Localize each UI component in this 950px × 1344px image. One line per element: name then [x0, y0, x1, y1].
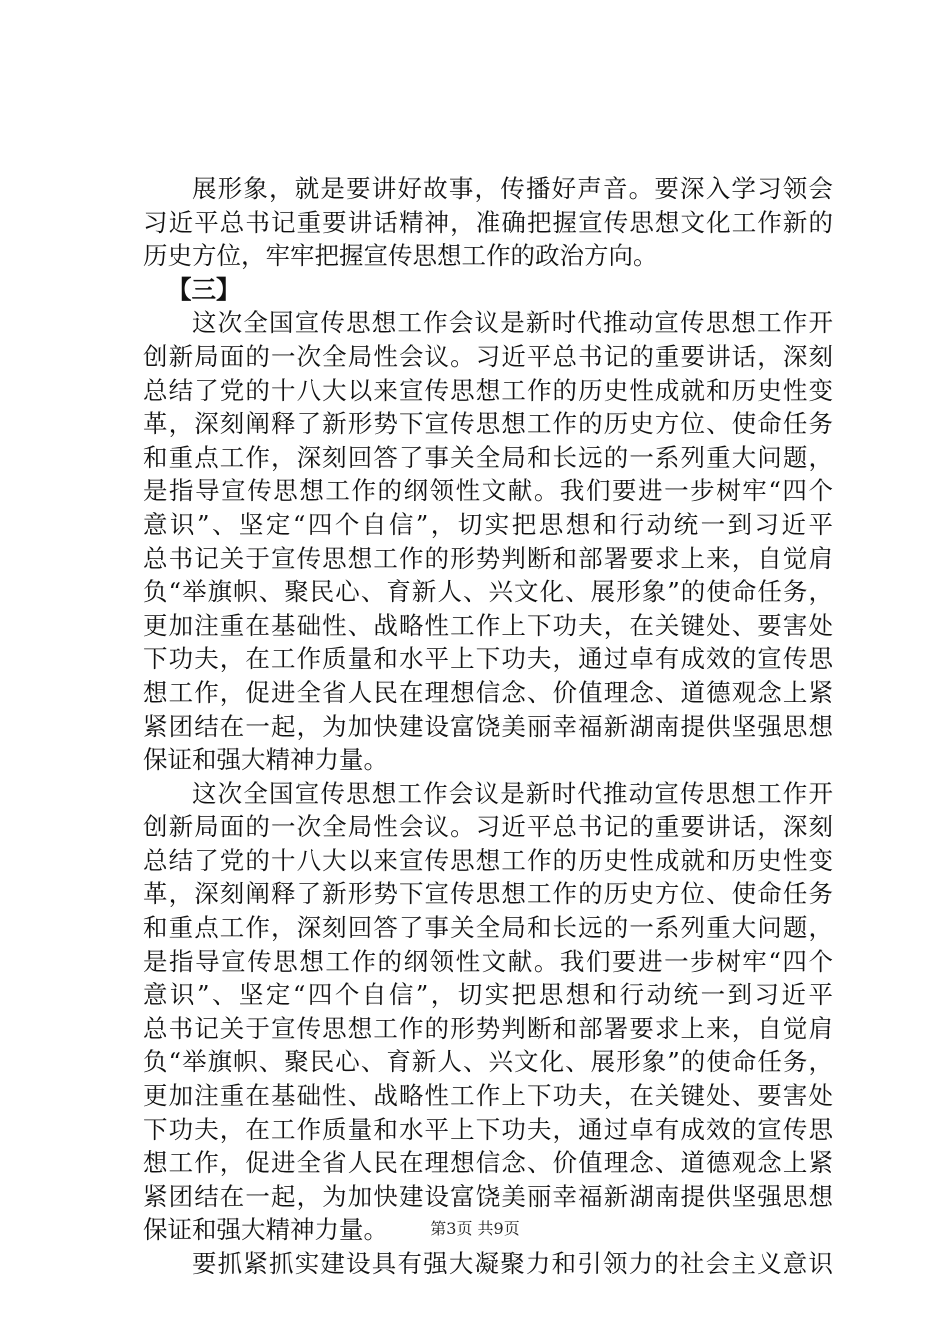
- text-line: 意识”、坚定“四个自信”，切实把思想和行动统一到习近平: [143, 980, 833, 1010]
- text-line: 总结了党的十八大以来宣传思想工作的历史性成就和历史性变: [143, 845, 833, 875]
- text-line: 和重点工作，深刻回答了事关全局和长远的一系列重大问题，: [143, 442, 833, 472]
- text-line: 保证和强大精神力量。: [143, 1215, 388, 1245]
- text-line: 和重点工作，深刻回答了事关全局和长远的一系列重大问题，: [143, 913, 833, 943]
- section-heading: 【三】: [167, 274, 241, 304]
- text-line: 要抓紧抓实建设具有强大凝聚力和引领力的社会主义意识: [192, 1249, 833, 1278]
- text-line: 下功夫，在工作质量和水平上下功夫，通过卓有成效的宣传思: [143, 644, 833, 674]
- text-line: 保证和强大精神力量。: [143, 745, 388, 775]
- text-line: 总结了党的十八大以来宣传思想工作的历史性成就和历史性变: [143, 375, 833, 405]
- text-line: 这次全国宣传思想工作会议是新时代推动宣传思想工作开: [192, 308, 833, 338]
- text-line: 这次全国宣传思想工作会议是新时代推动宣传思想工作开: [192, 778, 833, 808]
- text-line: 展形象，就是要讲好故事，传播好声音。要深入学习领会: [192, 174, 833, 203]
- text-line: 负“举旗帜、聚民心、育新人、兴文化、展形象”的使命任务，: [143, 577, 833, 607]
- text-line: 历史方位，牢牢把握宣传思想工作的政治方向。: [143, 241, 658, 271]
- text-line: 是指导宣传思想工作的纲领性文献。我们要进一步树牢“四个: [143, 476, 833, 506]
- page-number-footer: 第3页 共9页: [430, 1219, 520, 1238]
- text-line: 更加注重在基础性、战略性工作上下功夫，在关键处、要害处: [143, 1081, 833, 1111]
- text-line: 革，深刻阐释了新形势下宣传思想工作的历史方位、使命任务: [143, 409, 833, 439]
- text-line: 创新局面的一次全局性会议。习近平总书记的重要讲话，深刻: [143, 341, 833, 371]
- text-line: 紧团结在一起，为加快建设富饶美丽幸福新湖南提供坚强思想: [143, 711, 833, 741]
- text-line: 意识”、坚定“四个自信”，切实把思想和行动统一到习近平: [143, 509, 833, 539]
- text-line: 总书记关于宣传思想工作的形势判断和部署要求上来，自觉肩: [143, 543, 833, 573]
- text-line: 更加注重在基础性、战略性工作上下功夫，在关键处、要害处: [143, 610, 833, 640]
- text-line: 想工作，促进全省人民在理想信念、价值理念、道德观念上紧: [143, 1148, 833, 1178]
- text-line: 创新局面的一次全局性会议。习近平总书记的重要讲话，深刻: [143, 812, 833, 842]
- text-line: 习近平总书记重要讲话精神，准确把握宣传思想文化工作新的: [143, 207, 833, 237]
- document-body: [143, 172, 833, 1281]
- text-line: 负“举旗帜、聚民心、育新人、兴文化、展形象”的使命任务，: [143, 1047, 833, 1077]
- text-line: 革，深刻阐释了新形势下宣传思想工作的历史方位、使命任务: [143, 879, 833, 909]
- text-line: 下功夫，在工作质量和水平上下功夫，通过卓有成效的宣传思: [143, 1114, 833, 1144]
- text-line: 总书记关于宣传思想工作的形势判断和部署要求上来，自觉肩: [143, 1013, 833, 1043]
- text-line: 想工作，促进全省人民在理想信念、价值理念、道德观念上紧: [143, 677, 833, 707]
- text-line: 是指导宣传思想工作的纲领性文献。我们要进一步树牢“四个: [143, 946, 833, 976]
- text-line: 紧团结在一起，为加快建设富饶美丽幸福新湖南提供坚强思想: [143, 1181, 833, 1211]
